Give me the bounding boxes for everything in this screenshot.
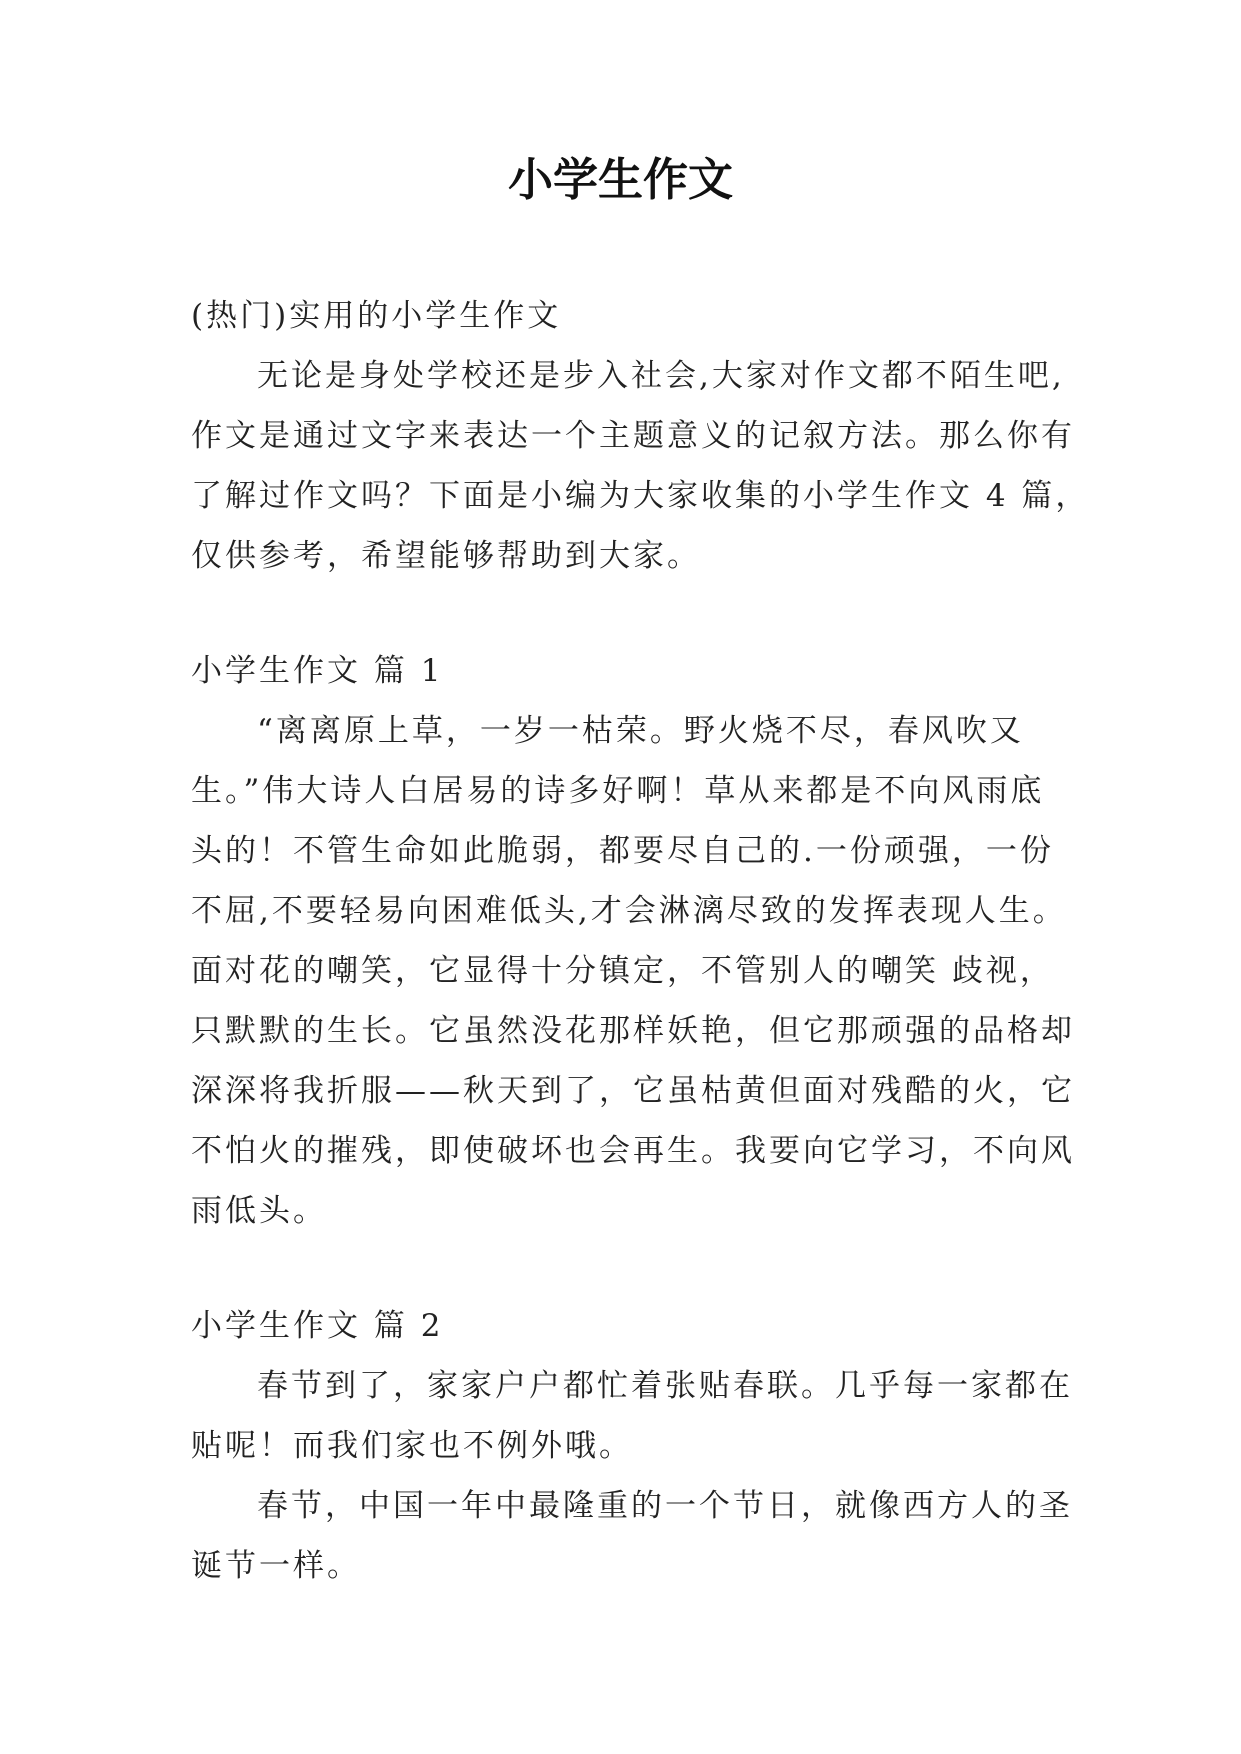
section-spacer [191, 1241, 1061, 1296]
intro-line: 仅供参考，希望能够帮助到大家。 [191, 538, 701, 574]
essay2-line: 春节到了，家家户户都忙着张贴春联。几乎每一家都在 [257, 1368, 1073, 1404]
intro-line: 作文是通过文字来表达一个主题意义的记叙方法。那么你有 [191, 418, 1075, 454]
essay1-line: 面对花的嘲笑，它显得十分镇定，不管别人的嘲笑 歧视， [191, 953, 1054, 989]
essay1-line: 不屈,不要轻易向困难低头,才会淋漓尽致的发挥表现人生。 [191, 893, 1067, 929]
essay1-line: 不怕火的摧残，即使破坏也会再生。我要向它学习，不向风 [191, 1133, 1075, 1169]
essay2-line: 诞节一样。 [191, 1548, 361, 1584]
essay2-line: 春节，中国一年中最隆重的一个节日，就像西方人的圣 [257, 1488, 1073, 1524]
essay1-line: 只默默的生长。它虽然没花那样妖艳，但它那顽强的品格却 [191, 1013, 1075, 1049]
section-spacer [191, 586, 1061, 641]
essay1-line: “离离原上草，一岁一枯荣。野火烧不尽，春风吹又 [257, 713, 1024, 749]
essay1-line: 生。”伟大诗人白居易的诗多好啊！草从来都是不向风雨底 [191, 773, 1045, 809]
essay2-heading: 小学生作文 篇 2 [191, 1308, 444, 1344]
intro-line: 无论是身处学校还是步入社会,大家对作文都不陌生吧, [257, 358, 1065, 394]
intro-heading: (热门)实用的小学生作文 [191, 298, 562, 334]
document-body [191, 286, 1090, 1596]
essay1-line: 头的！不管生命如此脆弱，都要尽自己的.一份顽强，一份 [191, 833, 1054, 869]
intro-line: 了解过作文吗？下面是小编为大家收集的小学生作文 4 篇， [191, 478, 1090, 514]
essay1-line: 深深将我折服——秋天到了，它虽枯黄但面对残酷的火，它 [191, 1073, 1075, 1109]
essay1-line: 雨低头。 [191, 1193, 327, 1229]
essay1-heading: 小学生作文 篇 1 [191, 653, 444, 689]
essay2-line: 贴呢！而我们家也不例外哦。 [191, 1428, 633, 1464]
document-title: 小学生作文 [507, 153, 733, 206]
